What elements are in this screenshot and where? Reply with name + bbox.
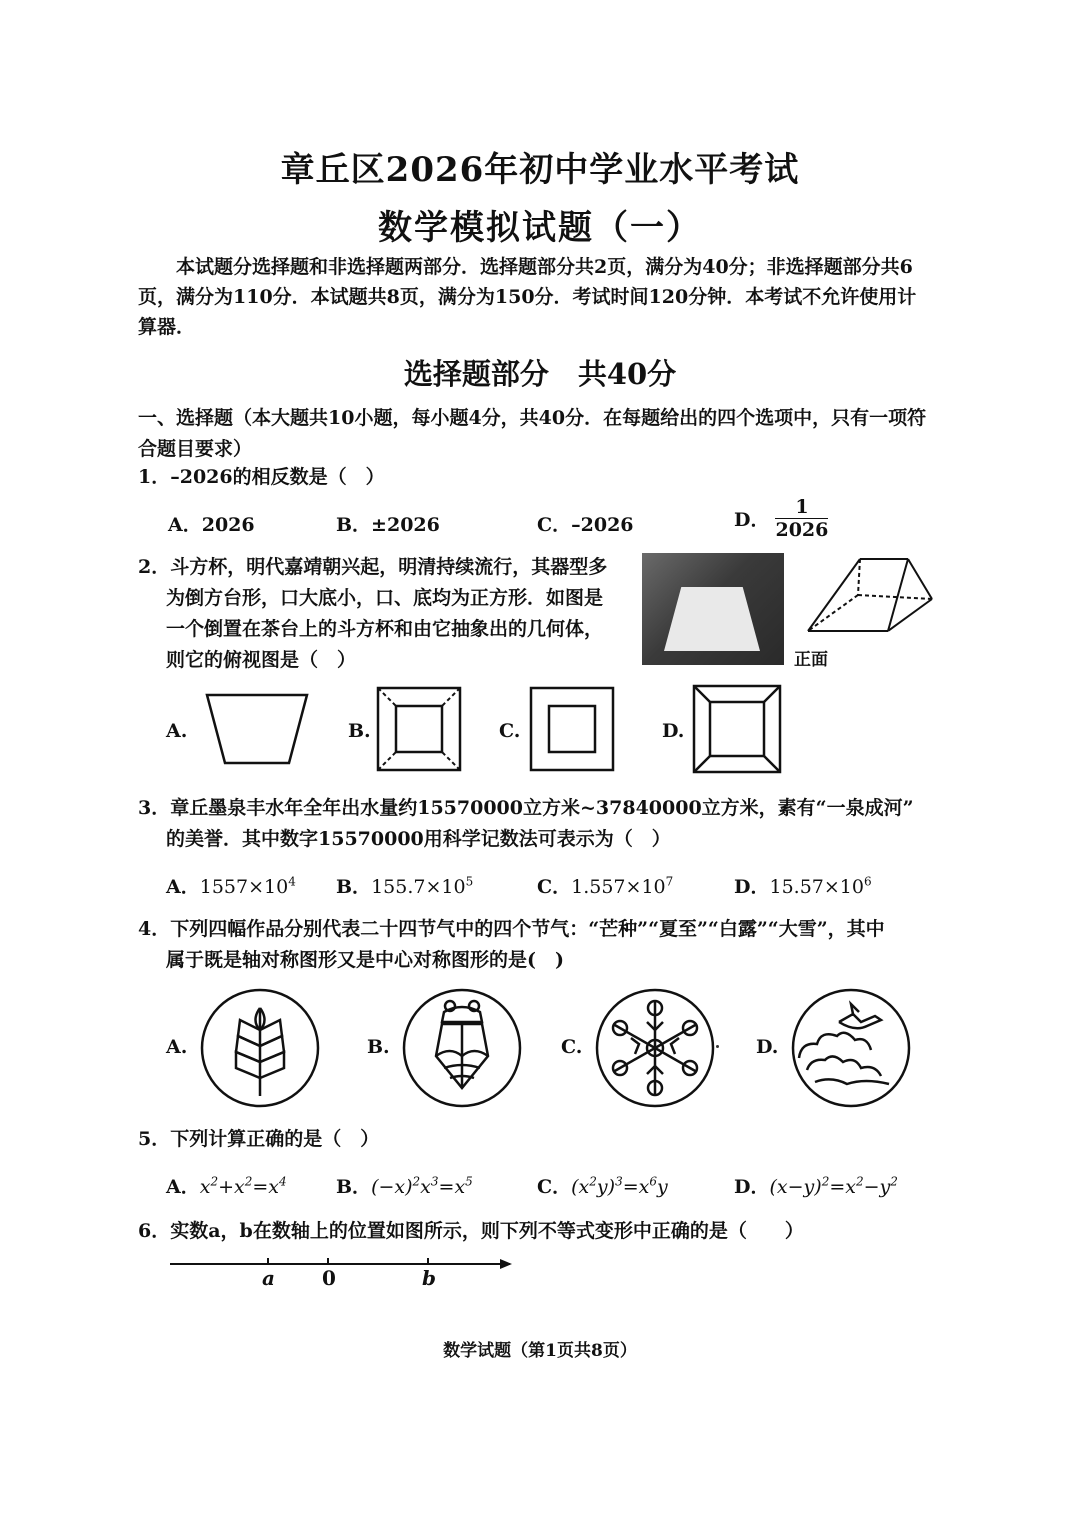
q4-option-b: B. [367, 1036, 390, 1058]
page-footer: 数学试题（第1页共8页） [443, 1341, 637, 1361]
q3-option-c-exponent: 7 [665, 874, 674, 889]
q5-stem: 5．下列计算正确的是（ ） [138, 1128, 380, 1150]
q3-option-d-label: D． [734, 876, 770, 898]
q3-option-d-base: 15.57×10 [769, 876, 864, 898]
q2-option-d: D. [662, 720, 685, 742]
q2-option-b: B. [348, 720, 371, 742]
q3-option-d-exponent: 6 [863, 874, 872, 889]
q2-option-b-figure [376, 686, 462, 772]
section-instruction: 一、选择题（本大题共10小题，每小题4分，共40分．在每题给出的四个选项中，只有一项符合题目要求） [138, 407, 927, 460]
snowflake-icon [593, 986, 717, 1110]
q2-stem-line4: 则它的俯视图是（ ） [166, 649, 357, 671]
q3-stem-line2: 的美誉．其中数字15570000用科学记数法可表示为（ ） [166, 828, 671, 850]
q3-option-a [166, 872, 296, 899]
goose-cloud-icon [789, 986, 913, 1110]
q5-option-d [734, 1172, 898, 1199]
number-line-label-b: b [422, 1266, 436, 1290]
q3-option-c-label: C． [537, 876, 572, 898]
q4-option-d: D. [756, 1036, 779, 1058]
q2-stem-line3: 一个倒置在茶台上的斗方杯和由它抽象出的几何体， [166, 618, 604, 640]
q5-option-a [166, 1172, 287, 1199]
number-line [170, 1252, 520, 1292]
exam-title: 章丘区2026年初中学业水平考试 [280, 150, 800, 190]
q3-option-d [734, 872, 872, 899]
q3-option-c-base: 1.557×10 [571, 876, 666, 898]
q5-option-a-label: A． [166, 1176, 200, 1198]
q5-option-c [537, 1172, 668, 1199]
q2-stem-line1: 2．斗方杯，明代嘉靖朝兴起，明清持续流行，其器型多 [138, 556, 608, 578]
number-line-label-a: a [262, 1266, 275, 1290]
q1-option-a: A．2026 [168, 514, 255, 536]
q4-option-a: A. [166, 1036, 188, 1058]
q3-option-b-base: 155.7×10 [371, 876, 466, 898]
section-title: 选择题部分 共40分 [403, 357, 677, 391]
q3-option-a-base: 1557×10 [199, 876, 289, 898]
q1-fraction-numerator: 1 [775, 496, 828, 519]
q3-option-b-label: B． [336, 876, 372, 898]
q6-stem: 6．实数a，b在数轴上的位置如图所示，则下列不等式变形中正确的是（ ） [138, 1220, 804, 1242]
exam-instructions: 本试题分选择题和非选择题两部分．选择题部分共2页，满分为40分；非选择题部分共6页，满分为110分．本试题共8页，满分为150分．考试时间120分钟．本考试不允许使用计算器． [138, 256, 917, 338]
q1-option-d-label: D． [734, 509, 770, 531]
q1-option-d [734, 496, 828, 541]
q2-option-c-figure [529, 686, 615, 772]
q2-option-a-figure [205, 693, 309, 765]
q2-option-d-figure [692, 684, 782, 774]
q1-fraction-denominator: 2026 [775, 519, 829, 541]
q1-option-b: B．±2026 [336, 514, 440, 536]
q3-option-b [336, 872, 473, 899]
number-line-label-0: 0 [322, 1266, 336, 1290]
q4-stem-line2: 属于既是轴对称图形又是中心对称图形的是( ) [166, 949, 564, 971]
q2-option-a: A. [166, 720, 188, 742]
q5-option-b [336, 1172, 473, 1199]
q1-option-c: C．–2026 [537, 514, 634, 536]
q2-option-c: C. [499, 720, 521, 742]
q5-option-c-label: C． [537, 1176, 572, 1198]
q4-option-c: C. [561, 1036, 583, 1058]
q5-option-d-label: D． [734, 1176, 770, 1198]
q1-fraction [775, 496, 828, 541]
q4-stem-line1: 4．下列四幅作品分别代表二十四节气中的四个节气：“芒种”“夏至”“白露”“大雪”，其中 [138, 918, 885, 940]
q1-stem: 1．–2026的相反数是（ ） [138, 466, 385, 488]
exam-subtitle: 数学模拟试题（一） [378, 208, 702, 248]
q5-option-b-formula: $(-x)^2x^3=x^5$ [371, 1174, 473, 1198]
q3-option-c [537, 872, 673, 899]
q5-option-c-formula: $(x^2y)^3=x^6y$ [571, 1174, 668, 1198]
stray-dot [716, 1045, 719, 1048]
q3-option-a-exponent: 4 [288, 874, 296, 889]
q5-option-b-label: B． [336, 1176, 372, 1198]
q3-stem-line1: 3．章丘墨泉丰水年全年出水量约15570000立方米~37840000立方米，素有“一泉成河” [138, 797, 914, 819]
q2-front-label: 正面 [794, 650, 828, 670]
q3-option-a-label: A． [166, 876, 200, 898]
q2-stem-line2: 为倒方台形，口大底小，口、底均为正方形．如图是 [166, 587, 604, 609]
q5-option-a-formula: $x^2+x^2=x^4$ [199, 1174, 287, 1198]
tea-cup-photo [642, 553, 784, 665]
q5-option-d-formula: $(x-y)^2=x^2-y^2$ [769, 1174, 898, 1198]
q3-option-b-exponent: 5 [465, 874, 474, 889]
wheat-icon [198, 986, 322, 1110]
cicada-icon [400, 986, 524, 1110]
